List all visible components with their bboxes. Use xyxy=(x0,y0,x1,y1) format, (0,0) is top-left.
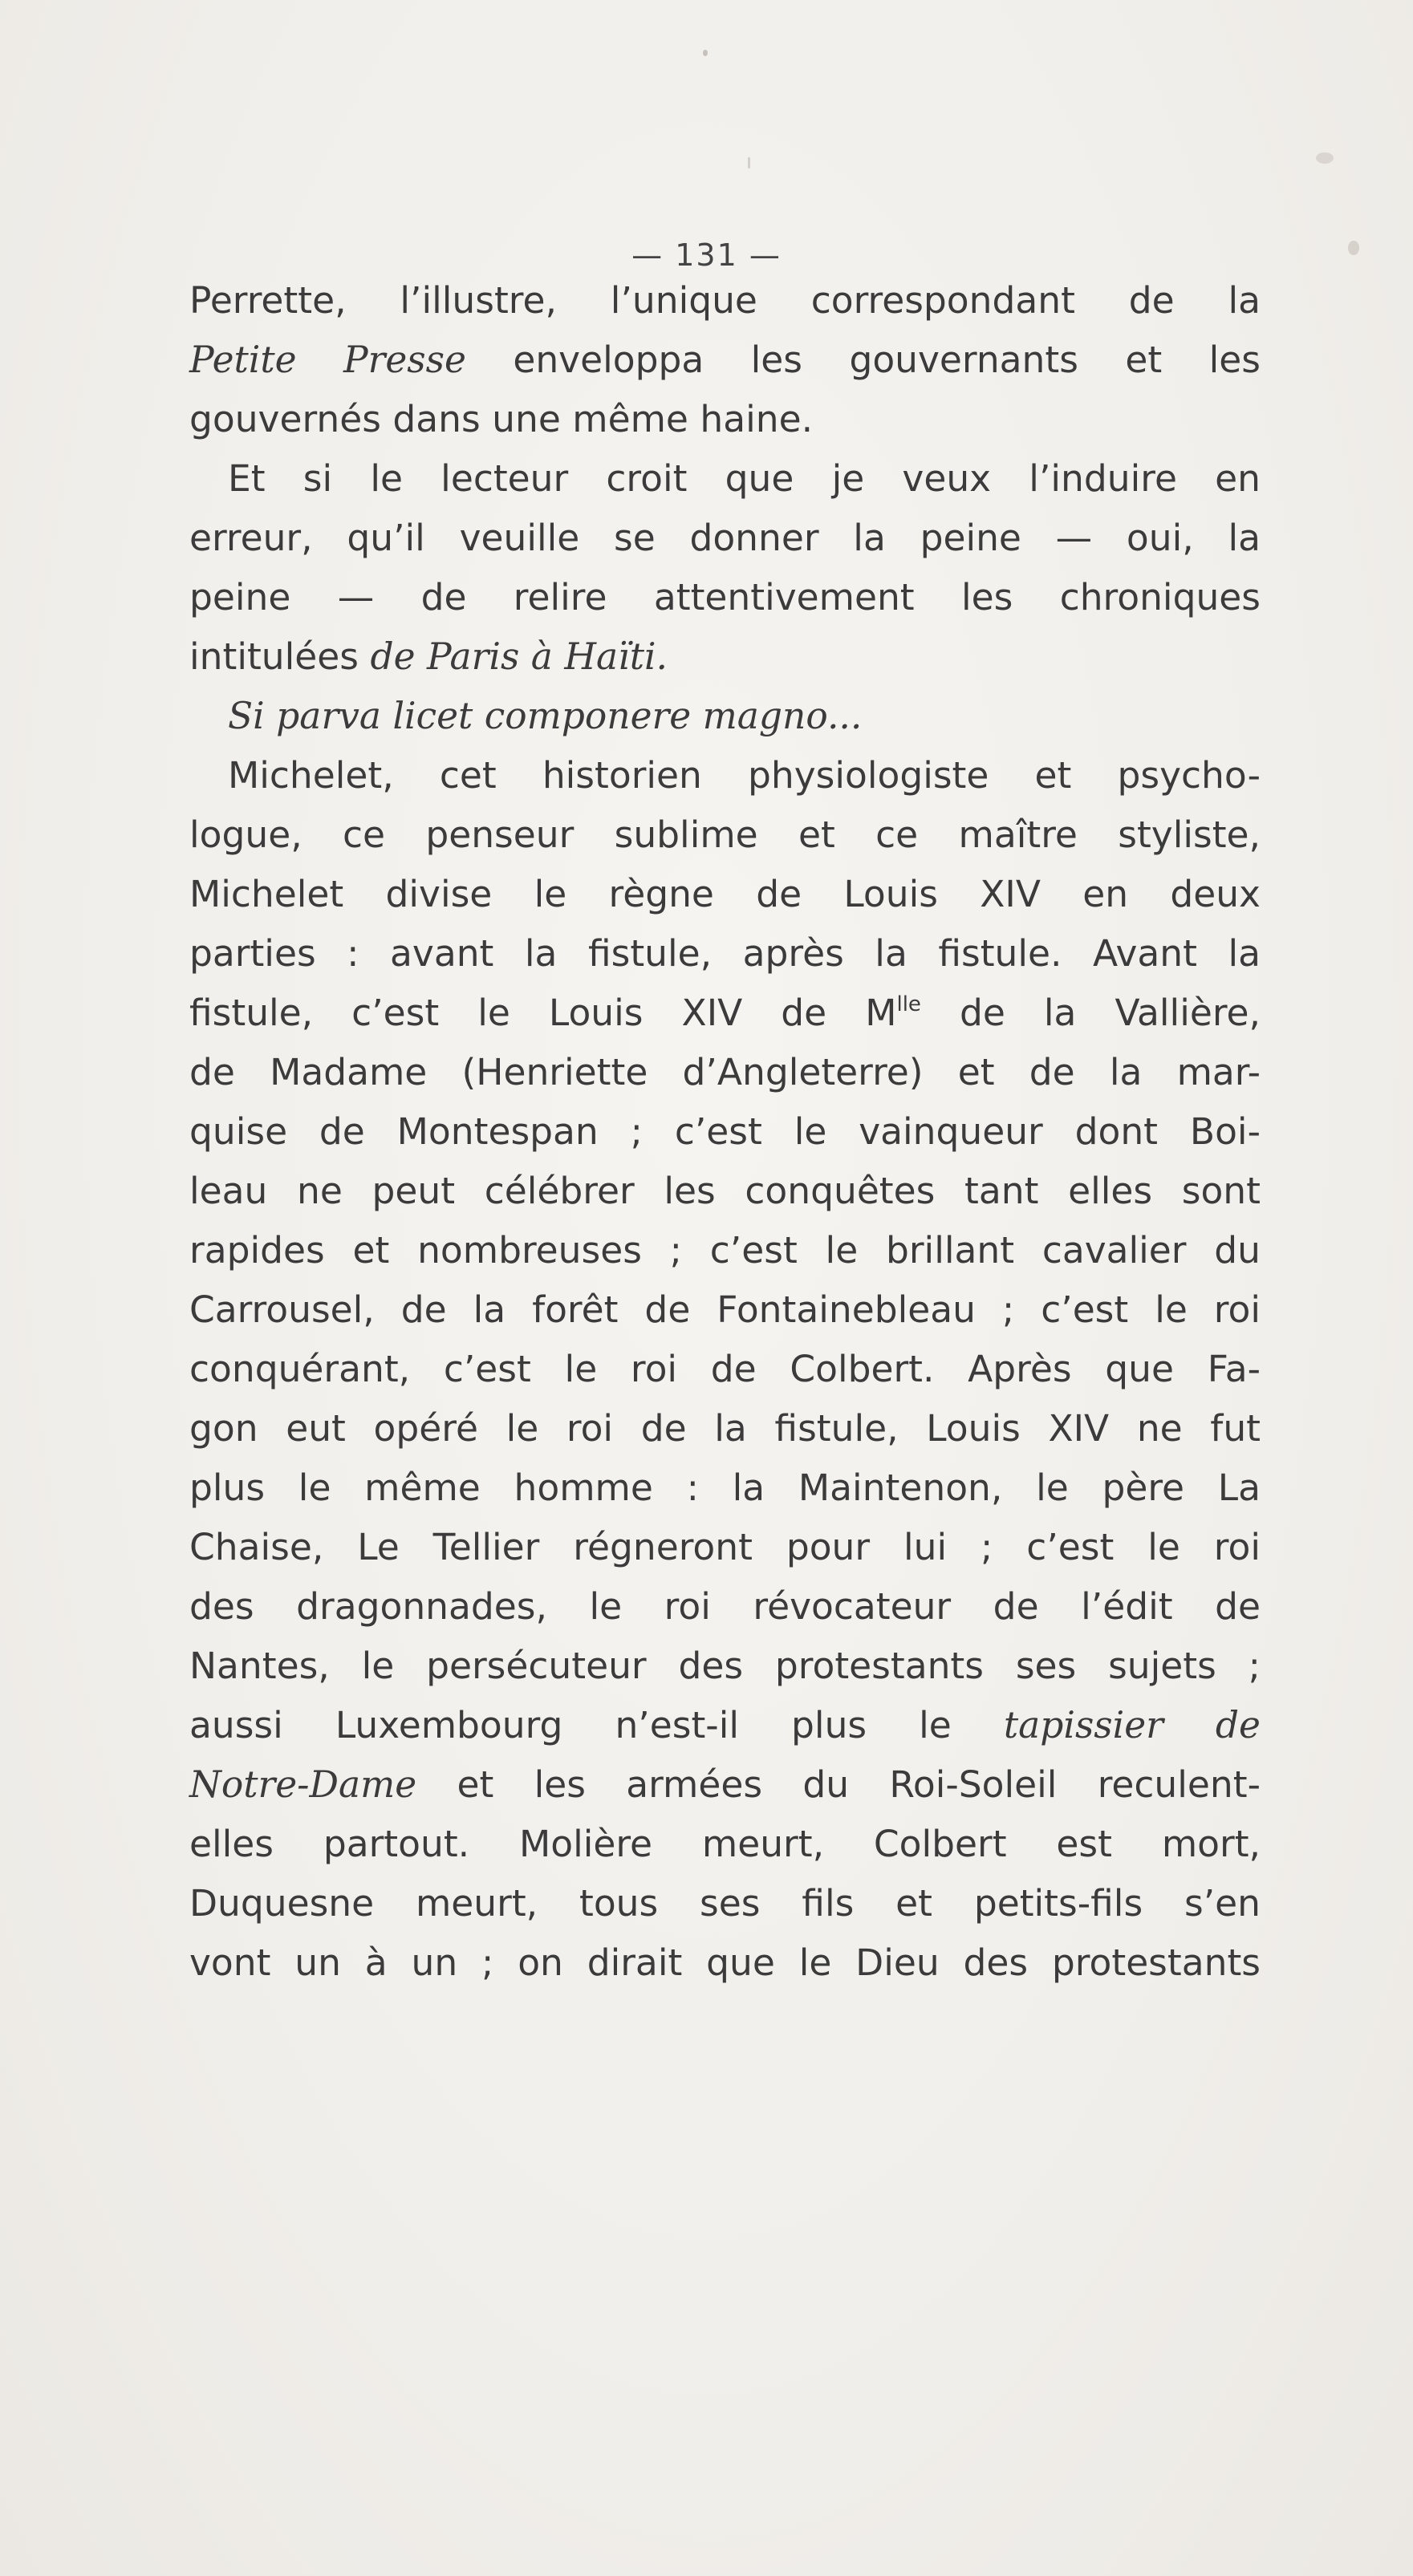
paper-speck xyxy=(703,50,708,56)
text-run: intitulées xyxy=(189,635,371,678)
text-run: et les armées du Roi-Soleil reculent- xyxy=(416,1763,1261,1806)
paragraph-start: Et si le lecteur croit que je veux l’induire en xyxy=(228,457,1261,500)
text-line: peine — de relire attentivement les chroniques xyxy=(189,576,1261,619)
text-line: elles partout. Molière meurt, Colbert est mort, xyxy=(189,1823,1261,1865)
paper-speck xyxy=(1316,152,1334,164)
text-line: des dragonnades, le roi révocateur de l’édit de xyxy=(189,1585,1261,1628)
text-line: gouvernés dans une même haine. xyxy=(189,398,814,440)
text-line: de Madame (Henriette d’Angleterre) et de la mar- xyxy=(189,1051,1261,1093)
text-line xyxy=(189,984,1261,1043)
text-line: conquérant, c’est le roi de Colbert. Après que Fa- xyxy=(189,1348,1261,1390)
text-line: Nantes, le persécuteur des protestants ses sujets ; xyxy=(189,1645,1261,1687)
text-run: aussi Luxembourg n’est-il plus le xyxy=(189,1704,1004,1746)
italic-title: de Paris à Haïti. xyxy=(370,635,668,678)
text-line: plus le même homme : la Maintenon, le père La xyxy=(189,1466,1261,1509)
text-line: parties : avant la fistule, après la fistule. Avant la xyxy=(189,932,1261,975)
paragraph-start: Michelet, cet historien physiologiste et psycho- xyxy=(228,754,1261,797)
text-line xyxy=(189,1696,1261,1755)
text-line: leau ne peut célébrer les conquêtes tant elles sont xyxy=(189,1170,1261,1212)
text-run: de la Vallière, xyxy=(920,992,1261,1034)
text-line: Perrette, l’illustre, l’unique correspondant de la xyxy=(189,279,1261,322)
italic-title: Petite Presse xyxy=(189,339,466,381)
superscript: lle xyxy=(896,992,921,1016)
page-body xyxy=(189,271,1261,1993)
text-line: rapides et nombreuses ; c’est le brillant cavalier du xyxy=(189,1229,1261,1272)
text-line: Chaise, Le Tellier régneront pour lui ; c’est le roi xyxy=(189,1526,1261,1568)
text-line xyxy=(189,331,1261,390)
text-line xyxy=(189,1755,1261,1815)
text-line: gon eut opéré le roi de la fistule, Louis XIV ne fut xyxy=(189,1407,1261,1450)
text-run: fistule, c’est le Louis XIV de M xyxy=(189,992,897,1034)
page-number: — 131 — xyxy=(631,237,782,273)
text-line: Carrousel, de la forêt de Fontainebleau ; c’est le roi xyxy=(189,1288,1261,1331)
text-line: Duquesne meurt, tous ses fils et petits-fils s’en xyxy=(189,1882,1261,1925)
text-run: enveloppa les gouvernants et les xyxy=(465,339,1261,381)
text-line: vont un à un ; on dirait que le Dieu des protestants xyxy=(189,1941,1261,1984)
italic-phrase: tapissier de xyxy=(1003,1704,1261,1746)
text-line: Michelet divise le règne de Louis XIV en deux xyxy=(189,873,1261,915)
text-line: erreur, qu’il veuille se donner la peine — oui, la xyxy=(189,517,1261,559)
italic-phrase: Notre-Dame xyxy=(189,1763,417,1806)
paper-speck xyxy=(748,157,750,168)
text-line: quise de Montespan ; c’est le vainqueur dont Boi- xyxy=(189,1110,1261,1153)
latin-quotation: Si parva licet componere magno... xyxy=(228,695,863,737)
text-line: logue, ce penseur sublime et ce maître styliste, xyxy=(189,813,1261,856)
text-line xyxy=(189,627,1261,687)
